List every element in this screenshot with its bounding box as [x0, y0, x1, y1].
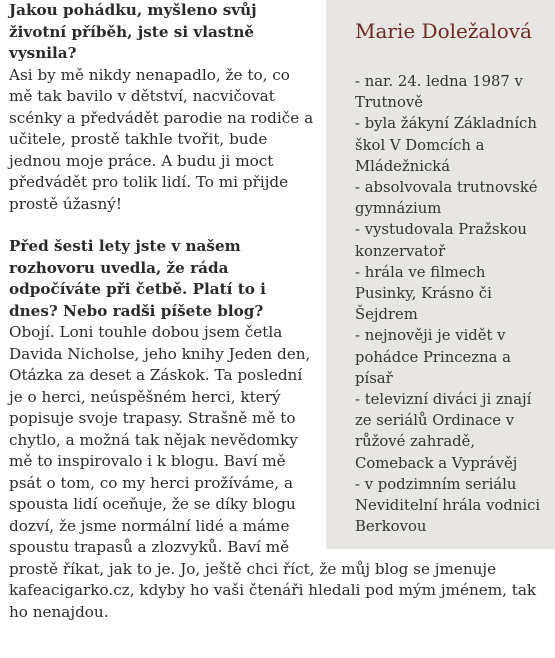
fact-conservatory: - vystudovala Pražskou konzervatoř	[355, 221, 527, 260]
fact-films: - hrála ve filmech Pusinky, Krásno či Šejdrem	[355, 263, 492, 324]
interview-article	[9, 0, 549, 623]
fact-birth: - nar. 24. ledna 1987 v Trutnově	[355, 73, 523, 112]
fact-autumn-series: - v podzimním seriálu Neviditelní hrála vodnici Berkovou	[355, 475, 541, 536]
answer-2: Obojí. Loni touhle dobou jsem četla Davida Nicholse, jeho knihy Jeden den, Otázka za deset a Záskok. Ta poslední je o herci, neúspěšném herci, který popisuje svoje trapasy. Strašně mě to chytlo, a možná tak nějak nevědomky mě to inspirovalo i k blogu. Baví mě psát o tom, co my herci prožíváme, a spousta lidí oceňuje, že se díky blogu dozví, že jsme normální lidé a máme spoustu trapasů a zlozvyků. Baví mě prostě říkat, jak to je. Jo, ještě chci říct, že můj blog se jmenuje kafeacigarko.cz, kdyby ho vaši čtenáři hledali pod mým jménem, tak ho nenajdou.	[9, 323, 537, 621]
fact-tv-series: - televizní diváci ji znají ze seriálů Ordinace v růžové zahradě, Comeback a Vyprávěj	[355, 391, 532, 472]
question-1: Jakou pohádku, myšleno svůj životní příběh, jste si vlastně vysnila?	[9, 1, 257, 62]
question-2: Před šesti lety jste v našem rozhovoru uvedla, že ráda odpočíváte při četbě. Platí to i dnes? Nebo radši píšete blog?	[9, 237, 266, 320]
fact-schools: - byla žákyní Základních škol V Domcích a Mládežnická	[355, 115, 537, 175]
fact-fairytale: - nejnověji je vidět v pohádce Princezna a písař	[355, 327, 511, 387]
profile-facts	[355, 71, 548, 537]
profile-sidebar	[326, 0, 555, 549]
profile-name: Marie Doležalová	[355, 19, 532, 43]
fact-gymnasium: - absolvovala trutnovské gymnázium	[355, 179, 538, 218]
answer-1: Asi by mě nikdy nenapadlo, že to, co mě tak bavilo v dětství, nacvičovat scénky a předvádět parodie na rodiče a učitele, prostě takhle tvořit, bude jednou moje práce. A budu ji moct předvádět pro tolik lidí. To mi přijde prostě úžasný!	[9, 65, 314, 213]
